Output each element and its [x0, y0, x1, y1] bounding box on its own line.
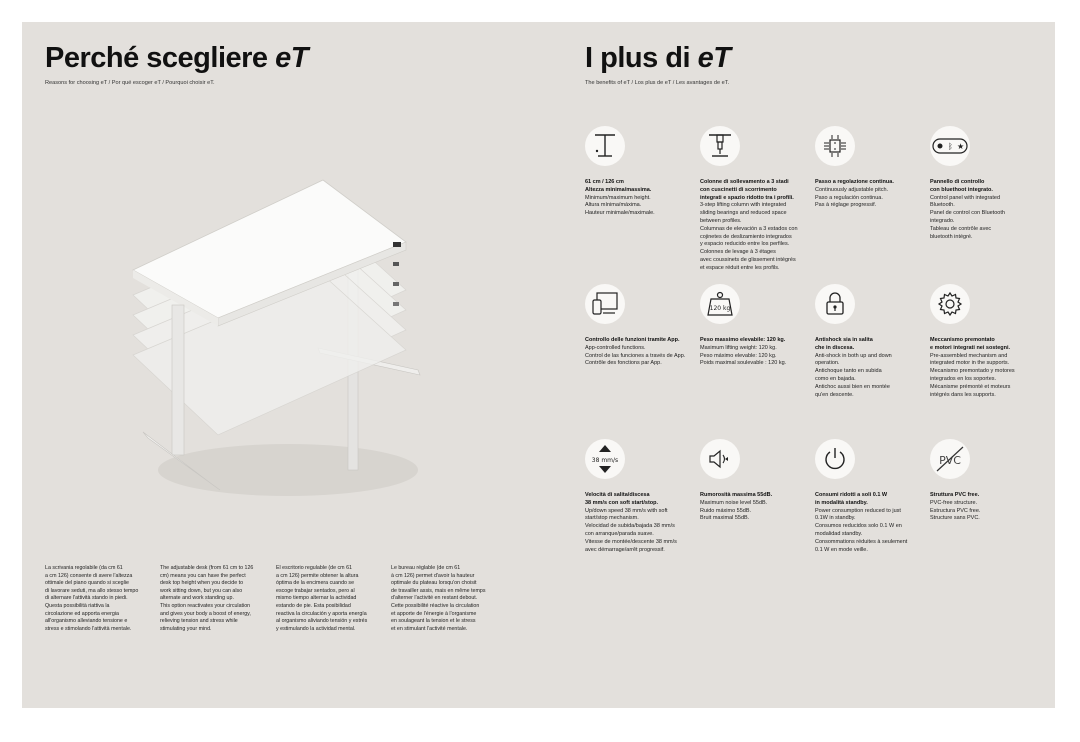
feature-pvc-free	[930, 439, 1038, 523]
intro-text-italian: La scrivania regolabile (da cm 61 a cm 126) consente di avere l'altezza ottimale del piano quando si sceglie di lavorare seduti, ma allo stesso tempo di alternare l'attività stando in piedi. Questa possibilità riattiva la circolazione ed apporta energia all'organismo alleviando tensione e stress e stimolando l'attività mentale.	[45, 565, 139, 632]
lifting-column-icon	[700, 126, 740, 166]
feature-title: 61 cm / 126 cm Altezza minima/massima.	[585, 179, 652, 193]
height-range-icon	[585, 126, 625, 166]
feature-body: Pre-assembled mechanism and integrated motor in the supports. Mecanismo premontado y motores integrados en los soportes. Mécanisme prémonté et moteurs intégrés dans les supports.	[930, 352, 1015, 398]
intro-text-french: Le bureau réglable (de cm 61 à cm 126) permet d'avoir la hauteur optimale du plateau lorsqu'on choisit de travailler assis, mais en même temps d'alterner l'activité en restant debout. Cette possibilité réactive la circulation et apporte de l'énergie à l'organisme en soulageant la tension et le stress et en stimulant l'activité mentale.	[391, 565, 486, 632]
left-page-title: Perché scegliere eT	[45, 42, 308, 74]
feature-title: Pannello di controllo con bluethoot integrato.	[930, 179, 993, 193]
app-control-icon	[585, 284, 625, 324]
svg-text:ᛒ: ᛒ	[948, 142, 953, 151]
feature-body: 3-step lifting column with integrated sliding bearings and reduced space between profiles. Columnas de elevación a 3 estados con cojinetes de deslizamiento integrados y espacio reducido entre los perfiles. Colonnes de levage à 3 étages avec coussinets de glissement intégrés et espace réduit entre les profils.	[700, 202, 798, 271]
feature-body: PVC-free structure. Estructura PVC free. Structure sans PVC.	[930, 499, 981, 522]
feature-body: Control panel with integrated Bluetooth. Panel de control con Bluetooth integrado. Tableau de contrôle avec bluetooth intégré.	[930, 194, 1005, 240]
feature-body: Maximum lifting weight: 120 kg. Peso máximo elevable: 120 kg. Poids maximal soulevable : 120 kg.	[700, 344, 787, 367]
continuous-adjustment-icon	[815, 126, 855, 166]
feature-title: Struttura PVC free.	[930, 492, 980, 498]
feature-body: App-controlled functions. Control de las funciones a través de App. Contrôle des fonctions par App.	[585, 344, 686, 367]
feature-title: Meccanismo premontato e motori integrati nei sostegni.	[930, 337, 1011, 351]
power-icon	[815, 439, 855, 479]
feature-title: Controllo delle funzioni tramite App.	[585, 337, 680, 343]
desk-illustration	[128, 170, 428, 510]
feature-title: Peso massimo elevabile: 120 kg.	[700, 337, 786, 343]
feature-speed	[585, 439, 693, 554]
pvc-icon-label: PVC	[939, 454, 961, 467]
feature-body: Continuously adjustable pitch. Paso a regulación continua. Pas à réglage progressif.	[815, 186, 889, 209]
feature-title: Consumi ridotti a soli 0.1 W in modalità standby.	[815, 492, 888, 506]
feature-body: Up/down speed 38 mm/s with soft start/stop mechanism. Velocidad de subida/bajada 38 mm/s con arranque/parada suave. Vitesse de montée/descente 38 mm/s avec démarrage/arrêt progressif.	[585, 507, 677, 553]
speaker-noise-icon	[700, 439, 740, 479]
feature-title: Colonne di sollevamento a 3 stadi con cuscinetti di scorrimento integrati e spazio ridotto tra i profili.	[700, 179, 794, 201]
weight-icon-label: 120 kg	[709, 305, 731, 312]
feature-power-consumption	[815, 439, 923, 554]
feature-title: Passo a regolazione continua.	[815, 179, 894, 185]
weight-icon	[700, 284, 740, 324]
feature-body: Minimum/maximum height. Altura mínima/máxima. Hauteur minimale/maximale.	[585, 194, 655, 217]
feature-app-control	[585, 284, 693, 368]
feature-premounted-mechanism	[930, 284, 1038, 399]
right-page-title: I plus di eT	[585, 42, 731, 74]
feature-lifting-column	[700, 126, 808, 273]
anti-shock-lock-icon	[815, 284, 855, 324]
feature-body: Anti-shock in both up and down operation. Antichoque tanto en subida como en bajada. Antichoc aussi bien en montée qu'en descente.	[815, 352, 892, 398]
feature-title: Velocità di salita/discesa 38 mm/s con soft start/stop.	[585, 492, 659, 506]
intro-text-spanish: El escritorio regulable (de cm 61 a cm 126) permite obtener la altura óptima de la encimera cuando se escoge trabajar sentados, pero al mismo tiempo alternar la actividad estando de pie. Esta posibilidad reactiva la circulación y aporta energía al organismo aliviando tensión y estrés y estimulando la actividad mental.	[276, 565, 368, 632]
feature-title: Rumorosità massima 55dB.	[700, 492, 773, 498]
gear-icon	[930, 284, 970, 324]
svg-text:★: ★	[957, 142, 965, 151]
feature-body: Maximum noise level 55dB. Ruido máximo 55dB. Bruit maximal 55dB.	[700, 499, 768, 522]
speed-icon-label: 38 mm/s	[591, 457, 619, 464]
feature-height-range	[585, 126, 693, 218]
feature-bluetooth-panel	[930, 126, 1038, 241]
feature-anti-shock	[815, 284, 923, 399]
pvc-free-icon	[930, 439, 970, 479]
feature-noise-level	[700, 439, 808, 523]
feature-body: Power consumption reduced to just 0.1W in standby. Consumos reducidos solo 0.1 W en modalidad standby. Consommations réduites à seulement 0.1 W en mode veille.	[815, 507, 908, 553]
right-page-subtitle: The benefits of eT / Los plus de eT / Les avantages de eT.	[585, 80, 730, 86]
speed-arrows-icon	[585, 439, 625, 479]
feature-title: Antishock sia in salita che in discesa.	[815, 337, 873, 351]
left-page-subtitle: Reasons for choosing eT / Por qué escoger eT / Pourquoi choisir eT.	[45, 80, 215, 86]
feature-continuous-adjustment	[815, 126, 923, 210]
intro-text-english: The adjustable desk (from 61 cm to 126 cm) means you can have the perfect desk top height when you decide to work sitting down, but you can also alternate and work standing up. This option reactivates your circulation and gives your body a boost of energy, relieving tension and stress while stimulating your mind.	[160, 565, 254, 632]
feature-max-weight	[700, 284, 808, 368]
bluetooth-control-panel-icon	[930, 126, 970, 166]
